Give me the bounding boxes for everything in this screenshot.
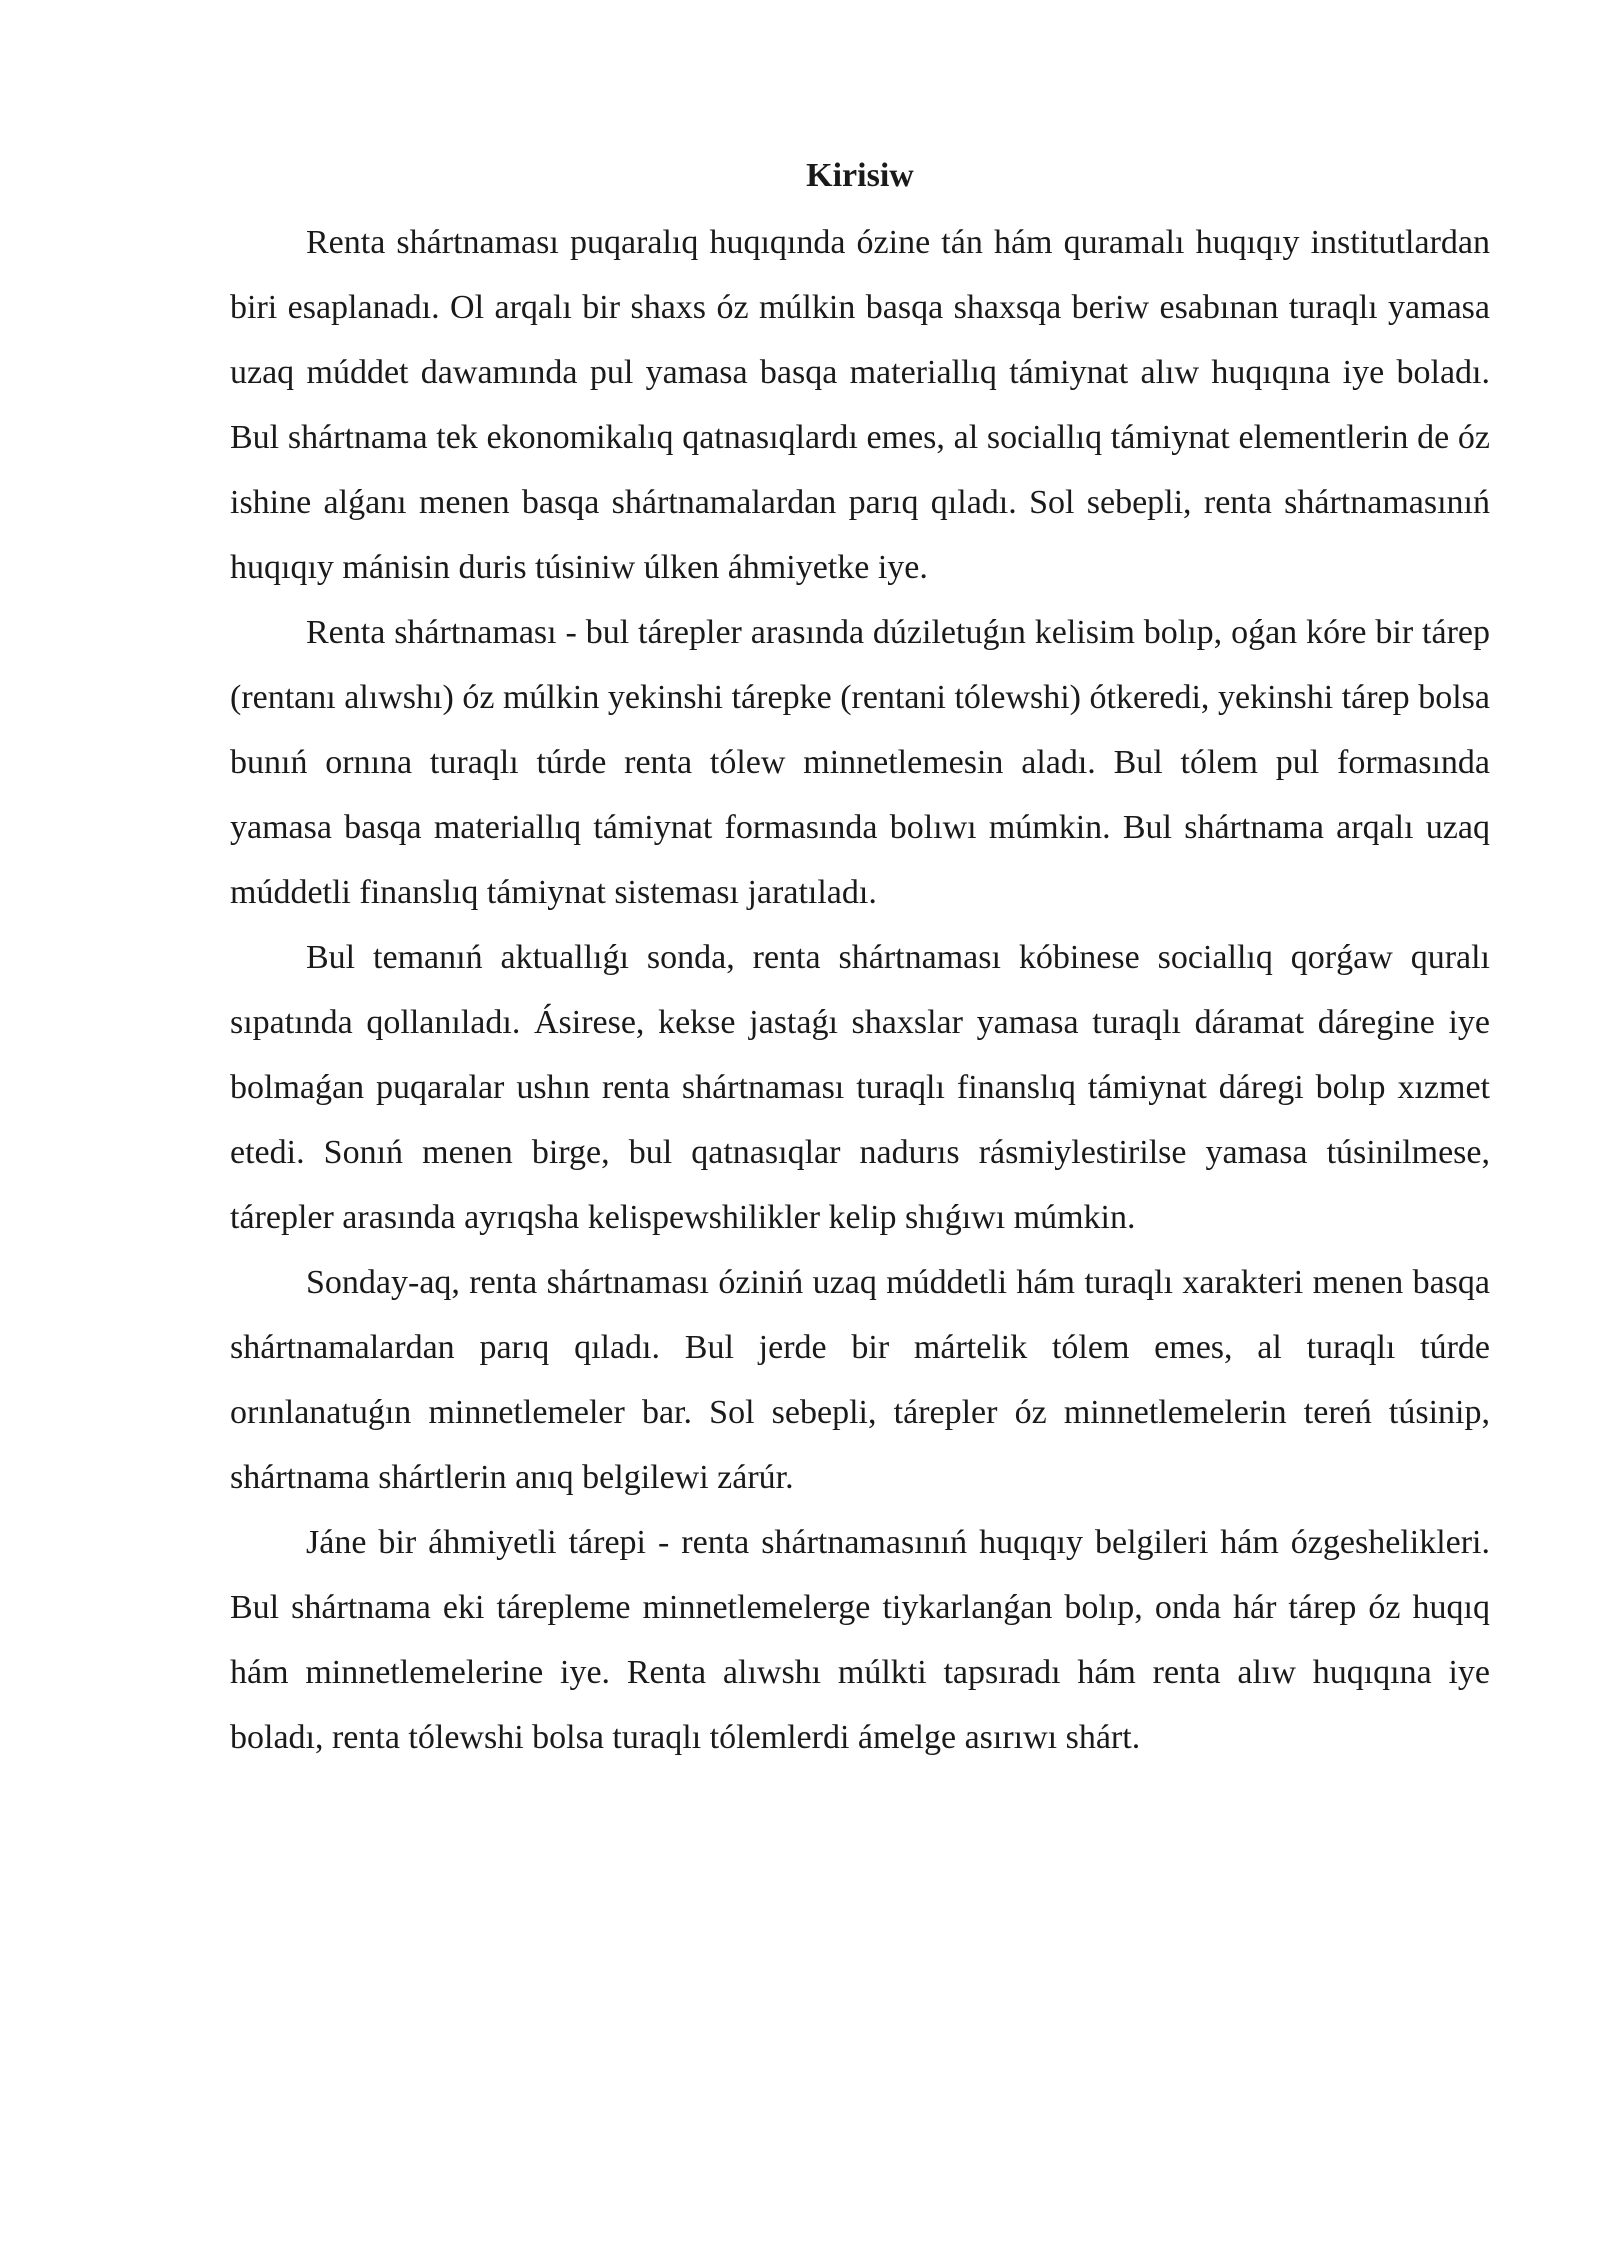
paragraph-4: Sonday-aq, renta shártnaması óziniń uzaq múddetli hám turaqlı xarakteri menen basqa shártnamalardan parıq qıladı. Bul jerde bir mártelik tólem emes, al turaqlı túrde orınlanatuǵın minnetlemeler bar. Sol sebepli, tárepler óz minnetlemelerin tereń túsinip, shártnama shártlerin anıq belgilewi zárúr. — [230, 1264, 1490, 1496]
paragraph-5: Jáne bir áhmiyetli tárepi - renta shártnamasınıń huqıqıy belgileri hám ózgeshelikleri. Bul shártnama eki tárepleme minnetlemelerge tiykarlanǵan bolıp, onda hár tárep óz huqıq hám minnetlemelerine iye. Renta alıwshı múlkti tapsıradı hám renta alıw huqıqına iye boladı, renta tólewshi bolsa turaqlı tólemlerdi ámelge asırıwı shárt. — [230, 1524, 1490, 1756]
paragraph-1: Renta shártnaması puqaralıq huqıqında ózine tán hám quramalı huqıqıy institutlardan biri esaplanadı. Ol arqalı bir shaxs óz múlkin basqa shaxsqa beriw esabınan turaqlı yamasa uzaq múddet dawamında pul yamasa basqa materiallıq támiynat alıw huqıqına iye boladı. Bul shártnama tek ekonomikalıq qatnasıqlardı emes, al sociallıq támiynat elementlerin de óz ishine alǵanı menen basqa shártnamalardan parıq qıladı. Sol sebepli, renta shártnamasınıń huqıqıy mánisin duris túsiniw úlken áhmiyetke iye. — [230, 224, 1490, 586]
paragraph-3: Bul temanıń aktuallıǵı sonda, renta shártnaması kóbinese sociallıq qorǵaw quralı sıpatında qollanıladı. Ásirese, kekse jastaǵı shaxslar yamasa turaqlı dáramat dáregine iye bolmaǵan puqaralar ushın renta shártnaması turaqlı finanslıq támiynat dáregi bolıp xızmet etedi. Sonıń menen birge, bul qatnasıqlar nadurıs rásmiylestirilse yamasa túsinilmese, tárepler arasında ayrıqsha kelispewshilikler kelip shıǵıwı múmkin. — [230, 939, 1490, 1236]
document-title: Kirisiw — [806, 157, 914, 194]
document-page — [230, 150, 1490, 1770]
paragraph-2: Renta shártnaması - bul tárepler arasında dúziletuǵın kelisim bolıp, oǵan kóre bir tárep (rentanı alıwshı) óz múlkin yekinshi tárepke (rentani tólewshi) ótkeredi, yekinshi tárep bolsa bunıń ornına turaqlı túrde renta tólew minnetlemesin aladı. Bul tólem pul formasında yamasa basqa materiallıq támiynat formasında bolıwı múmkin. Bul shártnama arqalı uzaq múddetli finanslıq támiynat sisteması jaratıladı. — [230, 614, 1490, 911]
